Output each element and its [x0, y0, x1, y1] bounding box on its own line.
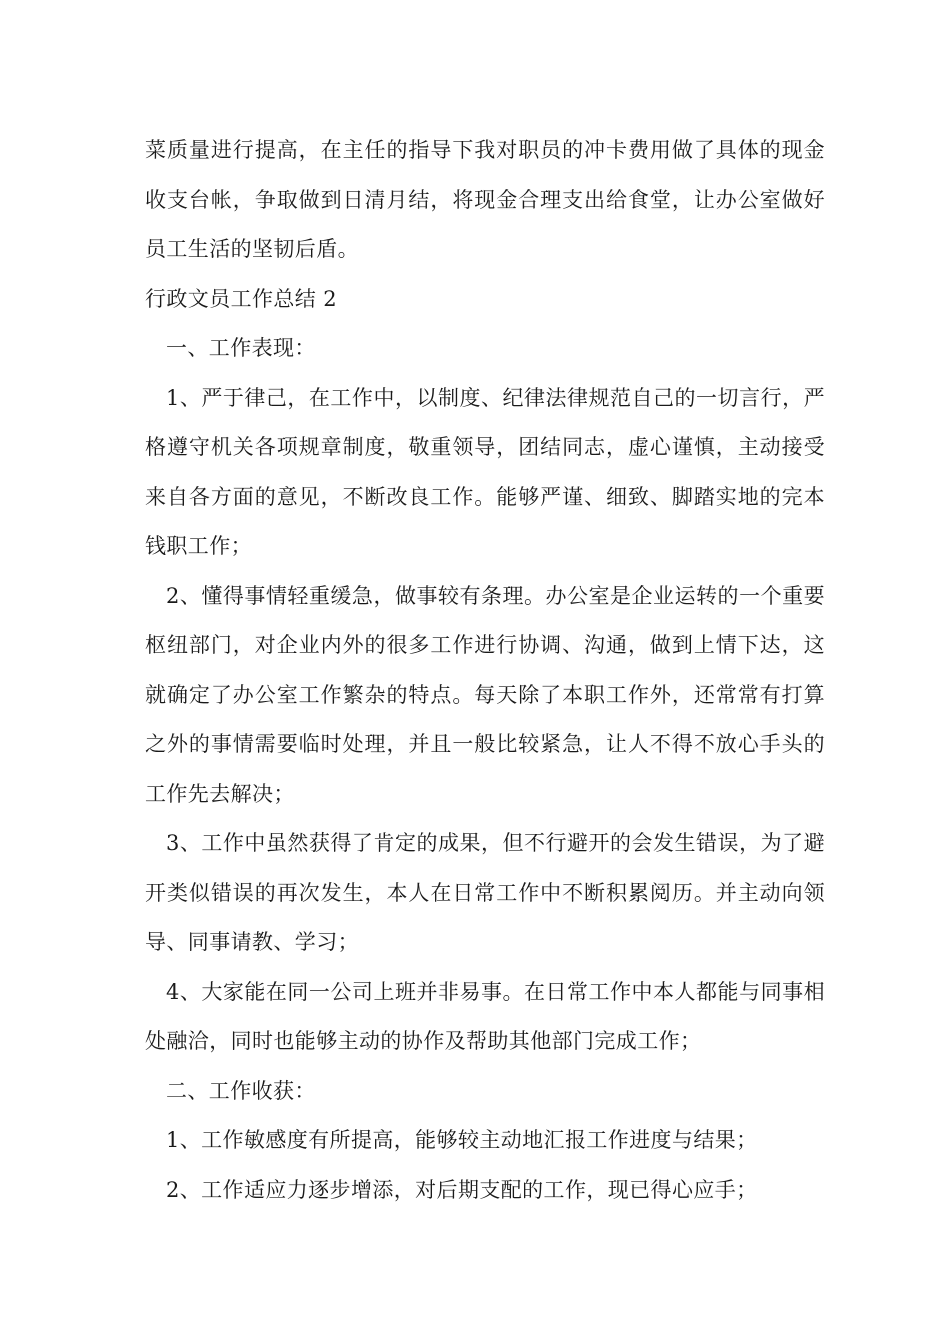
- document-body: [145, 126, 825, 1215]
- paragraph-point-1: 1、严于律己，在工作中，以制度、纪律法律规范自己的一切言行，严格遵守机关各项规章制度，敬重领导，团结同志，虚心谨慎，主动接受来自各方面的意见，不断改良工作。能够严谨、细致、脚踏实地的完本钱职工作；: [145, 385, 825, 558]
- paragraph-gain-2: 2、工作适应力逐步增添，对后期支配的工作，现已得心应手；: [166, 1177, 758, 1202]
- paragraph-point-4: 4、大家能在同一公司上班并非易事。在日常工作中本人都能与同事相处融洽，同时也能够主动的协作及帮助其他部门完成工作；: [145, 979, 825, 1053]
- heading-work-gains: 二、工作收获：: [166, 1078, 316, 1103]
- paragraph-point-3: 3、工作中虽然获得了肯定的成果，但不行避开的会发生错误，为了避开类似错误的再次发生，本人在日常工作中不断积累阅历。并主动向领导、同事请教、学习；: [145, 831, 825, 954]
- paragraph-point-2: 2、懂得事情轻重缓急，做事较有条理。办公室是企业运转的一个重要枢纽部门，对企业内外的很多工作进行协调、沟通，做到上情下达，这就确定了办公室工作繁杂的特点。每天除了本职工作外，还常常有打算之外的事情需要临时处理，并且一般比较紧急，让人不得不放心手头的工作先去解决；: [145, 583, 825, 806]
- heading-work-performance: 一、工作表现：: [166, 336, 316, 360]
- paragraph-cafeteria-accounts: 菜质量进行提高，在主任的指导下我对职员的冲卡费用做了具体的现金收支台帐，争取做到日清月结，将现金合理支出给食堂，让办公室做好员工生活的坚韧后盾。: [145, 138, 825, 261]
- section-title: 行政文员工作总结 2: [145, 286, 338, 311]
- paragraph-gain-1: 1、工作敏感度有所提高，能够较主动地汇报工作进度与结果；: [166, 1128, 758, 1152]
